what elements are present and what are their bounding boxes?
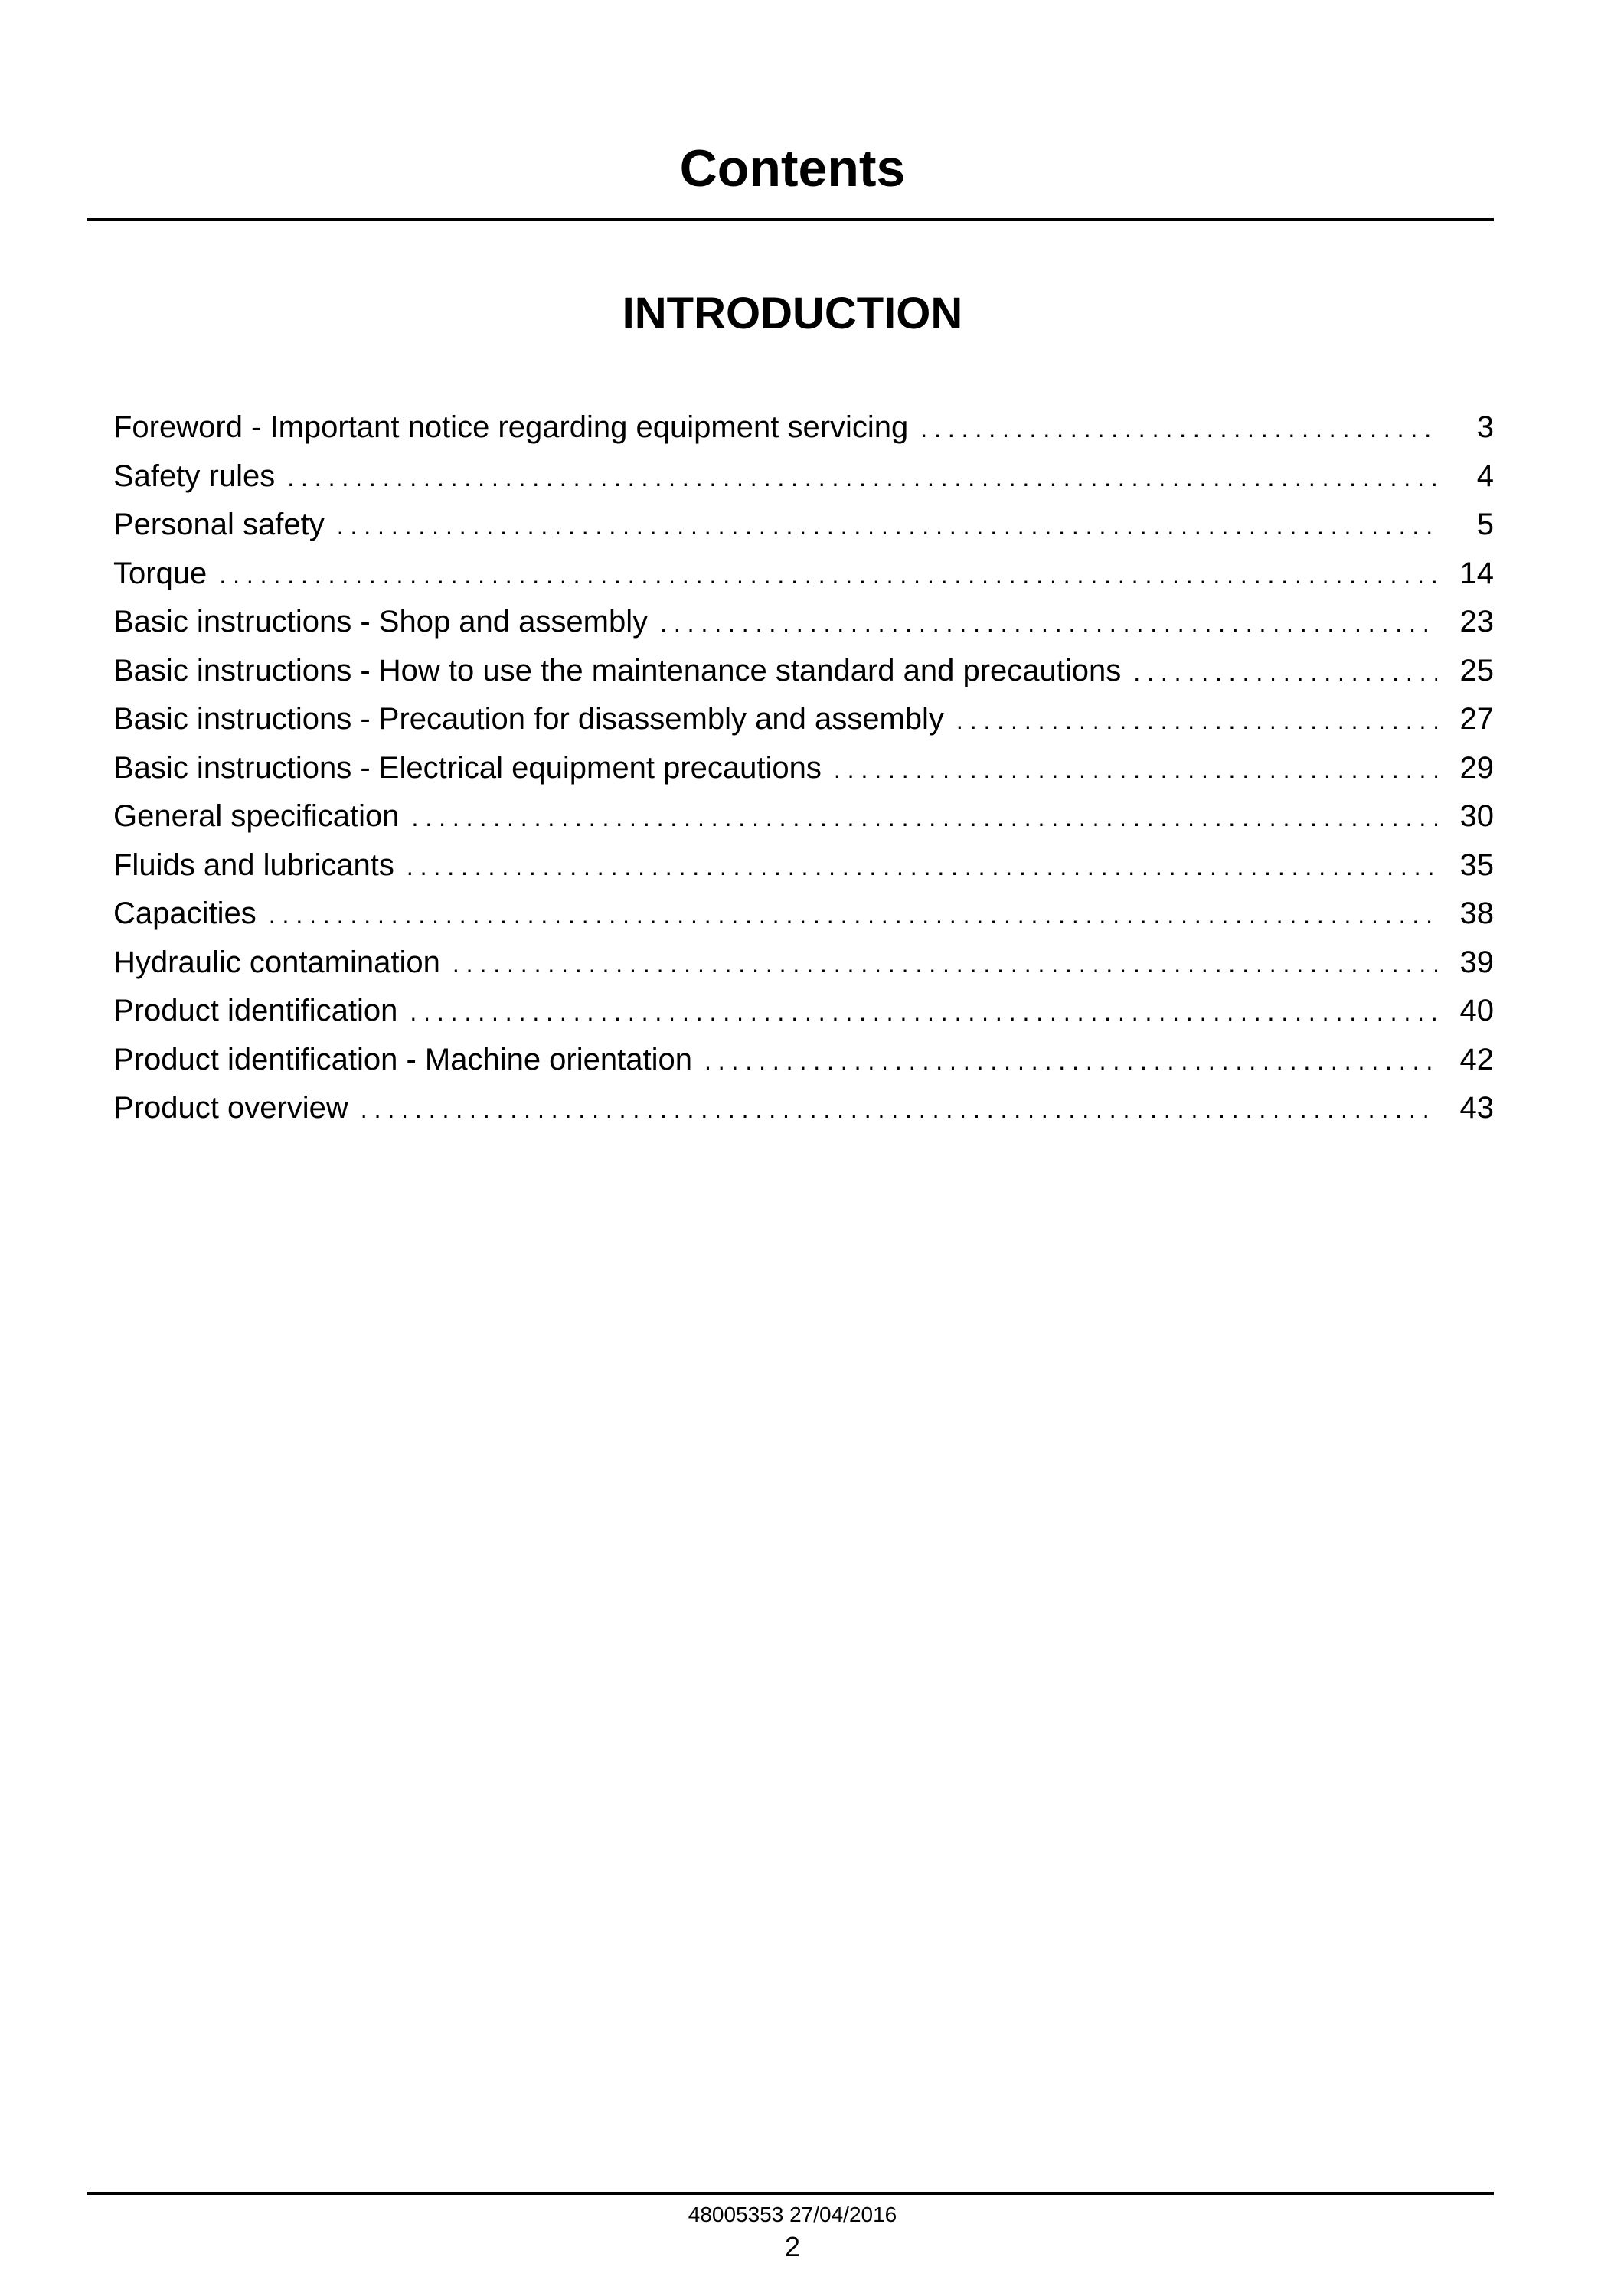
toc-entry-page: 25 xyxy=(1459,653,1494,687)
toc-entry-page: 35 xyxy=(1459,848,1494,882)
toc-entry-label: Basic instructions - Electrical equipment precautions xyxy=(113,750,822,785)
toc-entry-general-specification[interactable] xyxy=(113,792,1494,841)
toc-entry-capacities[interactable] xyxy=(113,890,1494,939)
toc-entry-label: Personal safety xyxy=(113,508,325,541)
toc-leader-dots xyxy=(361,1086,1437,1135)
toc-entry-label: Safety rules xyxy=(113,459,276,493)
toc-entry-safety-rules[interactable] xyxy=(113,452,1494,501)
toc-leader-dots xyxy=(453,940,1437,989)
toc-leader-dots xyxy=(269,891,1437,940)
toc-entry-product-identification[interactable] xyxy=(113,987,1494,1036)
toc-entry-label: Fluids and lubricants xyxy=(113,848,394,882)
toc-entry-product-overview[interactable] xyxy=(113,1084,1494,1133)
toc-entry-label: Basic instructions - How to use the maintenance standard and precautions xyxy=(113,653,1122,687)
toc-leader-dots xyxy=(660,599,1437,648)
toc-entry-electrical-precautions[interactable] xyxy=(113,744,1494,793)
toc-entry-label: Product identification - Machine orientation xyxy=(113,1042,692,1076)
footer-divider xyxy=(87,2192,1494,2195)
table-of-contents xyxy=(113,403,1494,1133)
toc-entry-page: 29 xyxy=(1459,750,1494,785)
title-divider xyxy=(87,218,1494,221)
toc-entry-label: Foreword - Important notice regarding equipment servicing xyxy=(113,410,909,444)
toc-entry-machine-orientation[interactable] xyxy=(113,1036,1494,1085)
toc-entry-page: 42 xyxy=(1459,1042,1494,1076)
toc-leader-dots xyxy=(1133,648,1437,697)
toc-entry-shop-assembly[interactable] xyxy=(113,598,1494,647)
toc-entry-page: 23 xyxy=(1459,605,1494,639)
toc-entry-page: 5 xyxy=(1476,508,1494,541)
toc-leader-dots xyxy=(412,794,1437,843)
toc-leader-dots xyxy=(407,843,1437,892)
toc-entry-page: 30 xyxy=(1459,799,1494,833)
toc-entry-page: 43 xyxy=(1459,1091,1494,1125)
toc-entry-label: Product overview xyxy=(113,1091,348,1125)
toc-entry-label: Basic instructions - Precaution for disassembly and assembly xyxy=(113,702,944,736)
page-number: 2 xyxy=(784,2231,801,2262)
toc-entry-page: 40 xyxy=(1459,994,1494,1027)
toc-leader-dots xyxy=(287,454,1437,503)
section-title: INTRODUCTION xyxy=(622,289,963,338)
toc-entry-page: 39 xyxy=(1459,945,1494,979)
toc-entry-page: 14 xyxy=(1459,556,1494,590)
toc-entry-label: General specification xyxy=(113,799,400,833)
toc-leader-dots xyxy=(834,746,1437,795)
toc-entry-label: Basic instructions - Shop and assembly xyxy=(113,605,649,639)
toc-entry-foreword[interactable] xyxy=(113,403,1494,452)
toc-entry-label: Torque xyxy=(113,556,207,590)
toc-entry-label: Capacities xyxy=(113,897,257,930)
toc-entry-page: 4 xyxy=(1476,459,1494,493)
toc-entry-torque[interactable] xyxy=(113,550,1494,599)
toc-entry-page: 27 xyxy=(1459,702,1494,736)
toc-entry-fluids-lubricants[interactable] xyxy=(113,841,1494,890)
toc-leader-dots xyxy=(920,405,1437,454)
toc-entry-page: 38 xyxy=(1459,897,1494,930)
toc-leader-dots xyxy=(337,502,1437,551)
page-title: Contents xyxy=(679,139,906,198)
toc-entry-label: Hydraulic contamination xyxy=(113,945,440,979)
toc-entry-page: 3 xyxy=(1476,410,1494,444)
toc-leader-dots xyxy=(410,988,1437,1037)
toc-entry-label: Product identification xyxy=(113,994,398,1027)
toc-entry-personal-safety[interactable] xyxy=(113,501,1494,550)
toc-leader-dots xyxy=(219,551,1437,600)
toc-entry-hydraulic-contamination[interactable] xyxy=(113,939,1494,988)
document-code: 48005353 27/04/2016 xyxy=(688,2203,897,2226)
toc-leader-dots xyxy=(956,697,1437,746)
toc-entry-disassembly-assembly[interactable] xyxy=(113,695,1494,744)
toc-leader-dots xyxy=(704,1037,1437,1086)
toc-entry-maintenance-standard[interactable] xyxy=(113,647,1494,696)
